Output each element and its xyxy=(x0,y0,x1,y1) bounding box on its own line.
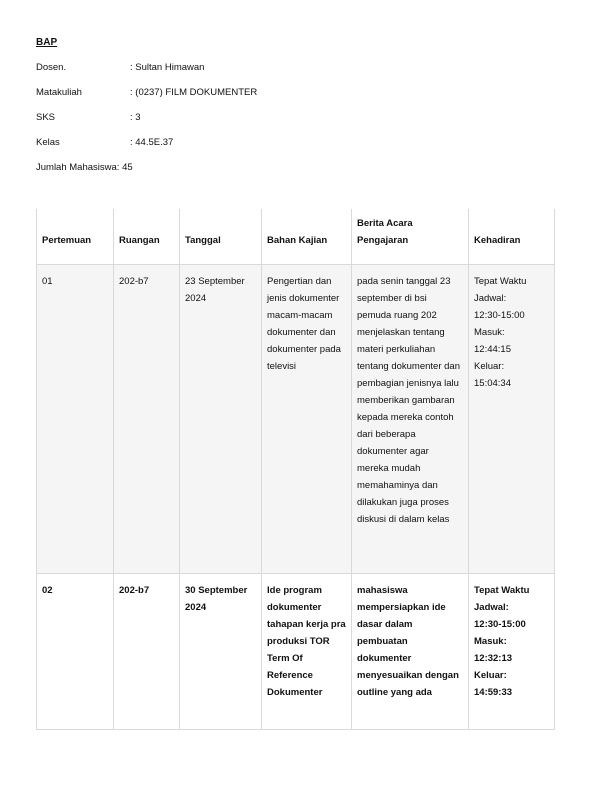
kehadiran-masuk-label: Masuk: xyxy=(474,327,505,338)
meta-matakuliah xyxy=(36,87,257,98)
meta-label: Matakuliah xyxy=(36,87,82,98)
kehadiran-masuk-label: Masuk: xyxy=(474,636,507,647)
table-header-row xyxy=(37,209,555,265)
cell-ruangan: 202-b7 xyxy=(114,265,180,574)
header-ruangan: Ruangan xyxy=(114,209,180,265)
kehadiran-jadwal-label: Jadwal: xyxy=(474,602,509,613)
header-berita-acara: Berita Acara Pengajaran xyxy=(352,209,469,265)
kehadiran-keluar: 14:59:33 xyxy=(474,687,513,698)
header-tanggal: Tanggal xyxy=(180,209,262,265)
cell-pertemuan: 01 xyxy=(37,265,114,574)
meta-label: Dosen. xyxy=(36,62,67,73)
kehadiran-masuk: 12:44:15 xyxy=(474,344,511,355)
cell-bahan-kajian: Pengertian dan jenis dokumenter macam-macam dokumenter dan dokumenter pada televisi xyxy=(262,265,352,574)
cell-tanggal: 30 September 2024 xyxy=(180,574,262,730)
meta-label: SKS xyxy=(36,112,56,123)
kehadiran-jadwal: 12:30-15:00 xyxy=(474,310,525,321)
cell-kehadiran xyxy=(469,265,555,574)
kehadiran-status: Tepat Waktu xyxy=(474,585,530,596)
meta-value: : 3 xyxy=(130,112,141,123)
table-row xyxy=(37,574,555,730)
meta-dosen xyxy=(36,62,204,73)
cell-kehadiran xyxy=(469,574,555,730)
header-pertemuan: Pertemuan xyxy=(37,209,114,265)
kehadiran-jadwal-label: Jadwal: xyxy=(474,293,507,304)
header-kehadiran: Kehadiran xyxy=(469,209,555,265)
meta-sks xyxy=(36,112,141,123)
cell-berita-acara: mahasiswa mempersiapkan ide dasar dalam pembuatan dokumenter menyesuaikan dengan outline yang ada xyxy=(352,574,469,730)
kehadiran-keluar-label: Keluar: xyxy=(474,361,505,372)
kehadiran-keluar-label: Keluar: xyxy=(474,670,507,681)
meta-label: Kelas xyxy=(36,137,60,148)
kehadiran-status: Tepat Waktu xyxy=(474,276,527,287)
cell-ruangan: 202-b7 xyxy=(114,574,180,730)
kehadiran-jadwal: 12:30-15:00 xyxy=(474,619,526,630)
cell-berita-acara: pada senin tanggal 23 september di bsi pemuda ruang 202 menjelaskan tentang materi perkuliahan tentang dokumenter dan pembagian jenisnya lalu memberikan gambaran kepada mereka contoh dari beberapa dokumenter agar mereka mudah memahaminya dan dilakukan juga proses diskusi di dalam kelas xyxy=(352,265,469,574)
cell-pertemuan: 02 xyxy=(37,574,114,730)
meta-kelas xyxy=(36,137,173,148)
meta-jumlah-mahasiswa xyxy=(36,162,133,173)
meta-value: : 44.5E.37 xyxy=(130,137,174,148)
cell-tanggal: 23 September 2024 xyxy=(180,265,262,574)
meta-value: : (0237) FILM DOKUMENTER xyxy=(130,87,258,98)
meta-value: : Sultan Himawan xyxy=(130,62,205,73)
page-title: BAP xyxy=(36,37,58,48)
cell-bahan-kajian: Ide program dokumenter tahapan kerja pra produksi TOR Term Of Reference Dokumenter xyxy=(262,574,352,730)
kehadiran-keluar: 15:04:34 xyxy=(474,378,511,389)
meta-value: : 45 xyxy=(116,162,133,173)
kehadiran-masuk: 12:32:13 xyxy=(474,653,513,664)
attendance-table xyxy=(36,209,555,730)
header-bahan-kajian: Bahan Kajian xyxy=(262,209,352,265)
table-row xyxy=(37,265,555,574)
meta-label: Jumlah Mahasiswa xyxy=(36,162,117,173)
